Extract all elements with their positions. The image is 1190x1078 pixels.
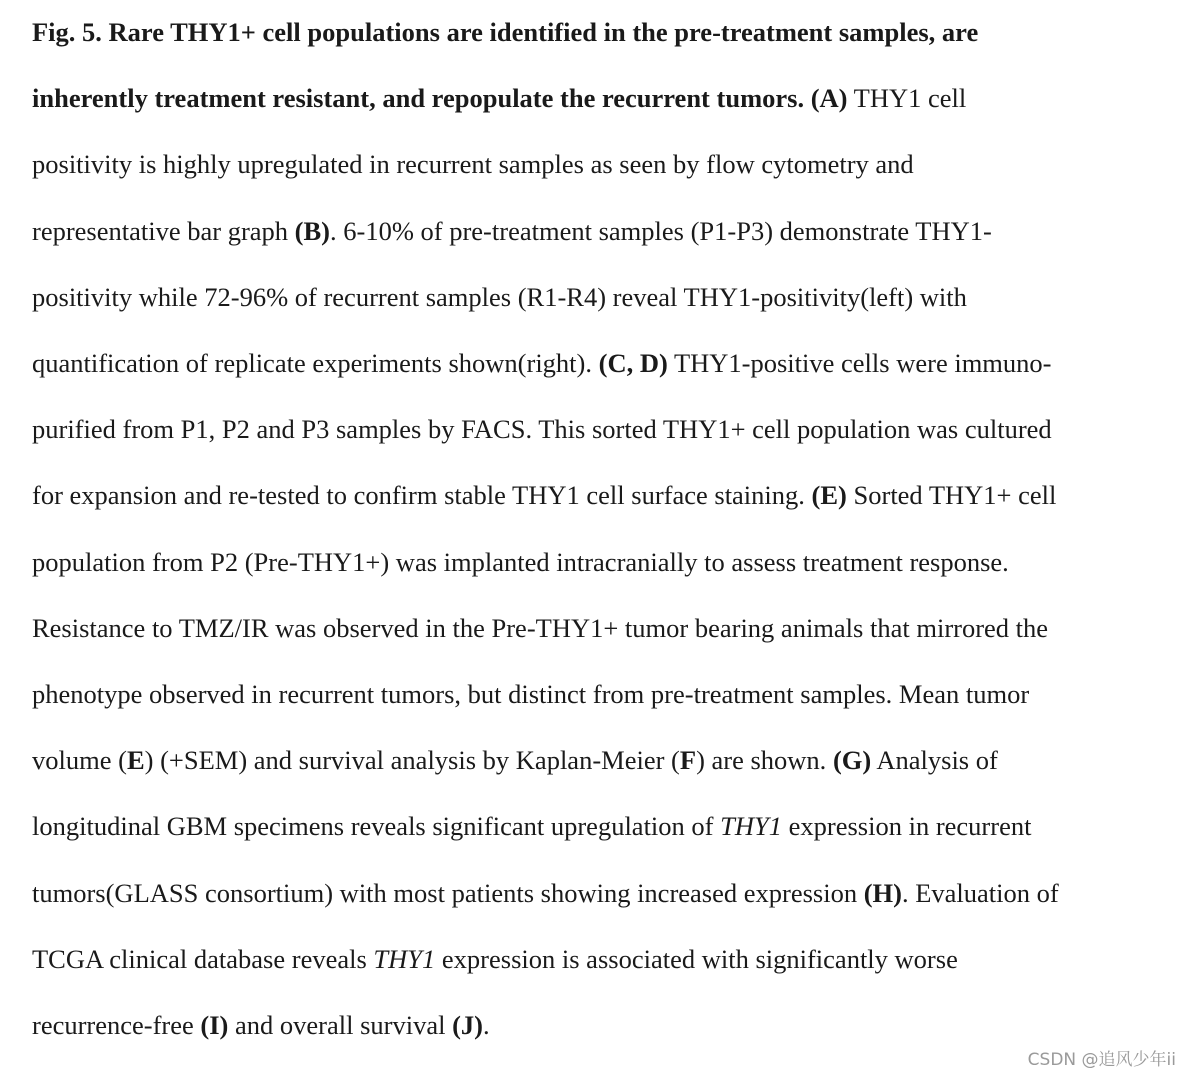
caption-line bbox=[32, 877, 1059, 908]
caption-segment: tumors(GLASS consortium) with most patients showing increased expression bbox=[32, 877, 864, 908]
caption-segment: volume ( bbox=[32, 745, 127, 776]
caption-segment: F bbox=[679, 745, 697, 776]
caption-line bbox=[32, 943, 958, 974]
caption-segment: Analysis of bbox=[871, 745, 998, 776]
caption-segment: expression is associated with significantly worse bbox=[435, 943, 958, 974]
caption-segment: ) (+SEM) and survival analysis by Kaplan-Meier ( bbox=[144, 745, 680, 776]
caption-line bbox=[32, 85, 966, 112]
caption-segment: THY1 bbox=[720, 811, 782, 842]
caption-line bbox=[32, 281, 967, 312]
caption-line bbox=[32, 416, 1052, 443]
caption-segment: . bbox=[483, 1010, 490, 1040]
caption-segment: (I) bbox=[200, 1010, 229, 1040]
caption-segment: THY1-positive cells were immuno- bbox=[667, 348, 1052, 378]
caption-segment: Resistance to TMZ/IR was observed in the Pre-THY1+ tumor bearing animals that mirrored the bbox=[32, 612, 1049, 643]
caption-line bbox=[32, 350, 1052, 377]
caption-segment: . 6-10% of pre-treatment samples (P1-P3) demonstrate THY1- bbox=[330, 215, 992, 246]
caption-segment: (J) bbox=[452, 1010, 484, 1040]
caption-segment: (H) bbox=[863, 877, 902, 908]
caption-segment: THY1 cell bbox=[847, 83, 967, 114]
caption-line bbox=[32, 482, 1056, 509]
caption-title: Fig. 5. Rare THY1+ cell populations are identified in the pre-treatment samples, are bbox=[32, 17, 979, 47]
caption-segment: representative bar graph bbox=[32, 215, 295, 246]
caption-segment: THY1 bbox=[373, 943, 436, 974]
caption-line bbox=[32, 813, 1031, 840]
caption-segment: recurrence-free bbox=[32, 1010, 201, 1040]
caption-line bbox=[32, 1012, 490, 1039]
caption-line bbox=[32, 546, 1009, 577]
caption-line bbox=[32, 151, 914, 178]
caption-segment: ) are shown. bbox=[696, 745, 833, 776]
caption-segment: for expansion and re-tested to confirm stable THY1 cell surface staining. bbox=[32, 480, 812, 511]
caption-segment: E bbox=[126, 745, 145, 776]
caption-segment: phenotype observed in recurrent tumors, but distinct from pre-treatment samples. Mean tumor bbox=[32, 679, 1030, 709]
caption-segment: (B) bbox=[294, 215, 330, 246]
caption-segment: (C, D) bbox=[598, 348, 668, 378]
caption-segment: positivity while 72-96% of recurrent samples (R1-R4) reveal THY1-positivity(left) with bbox=[32, 281, 967, 312]
caption-segment: TCGA clinical database reveals bbox=[32, 943, 374, 974]
caption-segment: quantification of replicate experiments shown(right). bbox=[32, 348, 599, 378]
caption-segment: inherently treatment resistant, and repopulate the recurrent tumors. (A) bbox=[32, 83, 848, 114]
caption-segment: . Evaluation of bbox=[901, 877, 1059, 908]
caption-segment: and overall survival bbox=[228, 1010, 453, 1040]
caption-line bbox=[32, 612, 1049, 643]
caption-segment: longitudinal GBM specimens reveals significant upregulation of bbox=[32, 811, 721, 842]
caption-segment: purified from P1, P2 and P3 samples by FACS. This sorted THY1+ cell population was cultured bbox=[32, 414, 1052, 445]
caption-line bbox=[32, 215, 992, 246]
caption-line bbox=[32, 747, 998, 774]
caption-segment: expression in recurrent bbox=[782, 811, 1032, 842]
caption-segment: (G) bbox=[832, 745, 872, 776]
caption-segment: population from P2 (Pre-THY1+) was implanted intracranially to assess treatment response. bbox=[32, 546, 1009, 577]
caption-segment: Sorted THY1+ cell bbox=[846, 480, 1057, 511]
caption-segment: positivity is highly upregulated in recurrent samples as seen by flow cytometry and bbox=[32, 149, 914, 180]
watermark: CSDN @追风少年ii bbox=[1027, 1050, 1176, 1070]
caption-line bbox=[32, 681, 1029, 708]
caption-segment: (E) bbox=[811, 480, 847, 511]
